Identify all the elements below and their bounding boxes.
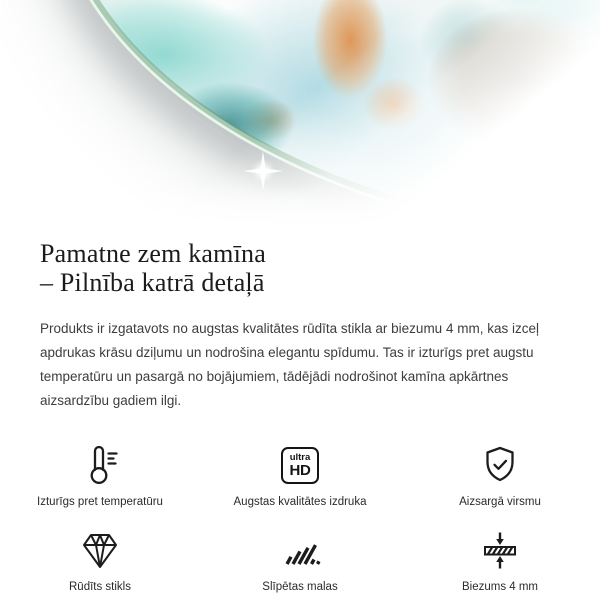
page-title-line1: Pamatne zem kamīna xyxy=(40,239,266,268)
product-description: Produkts ir izgatavots no augstas kvalitātes rūdīta stikla ar biezumu 4 mm, kas izceļ apdrukas krāsu dziļumu un nodrošina elegantu spīdumu. Tas ir izturīgs pret augstu temperatūru un pasargā no bojājumiem, tādējādi nodrošinot kamīna apkārtnes aizsardzību gadiem ilgi. xyxy=(40,321,539,408)
feature-beveled-edges xyxy=(200,528,400,594)
content-section xyxy=(0,239,600,594)
ultra-hd-icon xyxy=(278,443,322,487)
features-grid xyxy=(0,443,600,594)
feature-label: Rūdīts stikls xyxy=(69,581,131,593)
feature-label: Augstas kvalitātes izdruka xyxy=(233,496,367,508)
thermometer-icon xyxy=(78,443,122,487)
ultra-hd-badge xyxy=(281,447,319,484)
product-photo xyxy=(0,0,600,230)
thickness-icon xyxy=(478,528,522,572)
feature-label: Biezums 4 mm xyxy=(461,581,539,593)
shield-check-icon xyxy=(478,443,522,487)
feature-temperature xyxy=(0,443,200,509)
beveled-edges-icon xyxy=(278,528,322,572)
feature-thickness xyxy=(400,528,600,594)
feature-label: Aizsargā virsmu xyxy=(459,496,541,508)
feature-print-quality xyxy=(200,443,400,509)
feature-tempered-glass xyxy=(0,528,200,594)
ultra-hd-badge-bottom: HD xyxy=(289,461,311,479)
page-title xyxy=(40,239,570,297)
sparkle-highlight-icon xyxy=(242,150,284,192)
diamond-icon xyxy=(78,528,122,572)
page-title-line2: – Pilnība katrā detaļā xyxy=(40,268,265,297)
ultra-hd-badge-top: ultra xyxy=(289,451,311,463)
glass-panel xyxy=(50,0,600,230)
feature-protection xyxy=(400,443,600,509)
feature-label: Izturīgs pret temperatūru xyxy=(37,496,163,508)
feature-label: Slīpētas malas xyxy=(262,581,338,593)
